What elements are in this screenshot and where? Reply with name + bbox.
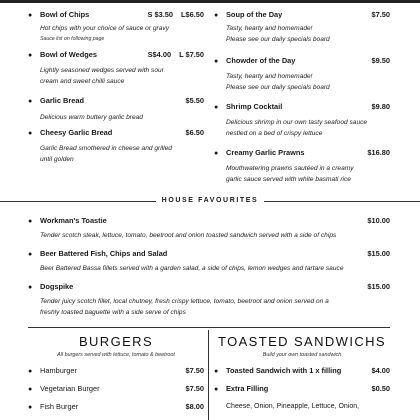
item-name: Extra Filling [226,384,269,393]
item-description: Delicious warm buttery garlic bread [40,114,143,121]
bullet-icon: ● [214,12,219,19]
menu-item-bowl-of-wedges [28,50,204,96]
item-description: Tasty, hearty and homemade! [226,25,313,32]
item-price-large: L $7.50 [179,50,204,59]
item-description: Hot chips with your choice of sauce or gravy [40,25,170,32]
item-description: Lightly seasoned wedges served with sour [40,67,164,74]
burgers-section [28,334,204,416]
item-description: Tender scotch steak, lettuce, tomato, beetroot and onion toasted sandwich served with a side of chips [40,232,337,239]
item-price-small: S$4.00 [147,50,172,59]
item-name: Shrimp Cocktail [226,102,283,111]
menu-item-cheesy-garlic-bread [28,128,204,174]
section-note: Build your own toasted sandwich [262,352,342,358]
item-description: Please see our daily specials board [226,35,330,43]
item-note: Sauce list on following page [40,35,105,42]
menu-item-vegetarian-burger [28,380,204,398]
menu-item-workmans-toastie [28,216,390,249]
menu-item-dogspike [28,282,390,324]
bullet-icon: ● [28,218,33,225]
item-name: Bowl of Chips [40,10,90,19]
item-name: Beer Battered Fish, Chips and Salad [40,249,168,258]
item-description: Beer Battered Bassa fillets served with a garden salad, a side of chips, lemon wedges and tartare sauce [40,265,344,272]
menu-item-extra-filling [214,380,390,398]
bullet-icon: ● [28,130,33,137]
item-name: Toasted Sandwich with 1 x filling [226,366,342,375]
item-name: Vegetarian Burger [40,384,100,393]
menu-item-garlic-bread [28,96,204,128]
bullet-icon: ● [214,58,219,65]
house-favourites-list [28,216,390,324]
menu-item-fish-burger [28,398,204,416]
section-title: HOUSE FAVOURITES [156,197,265,204]
section-title: TOASTED SANDWICHS [217,334,387,349]
section-divider-line [28,327,390,328]
item-name: Creamy Garlic Prawns [226,148,305,157]
item-name: Fish Burger [40,402,79,411]
item-price: $9.50 [371,56,390,65]
section-note: All burgers served with lettuce, tomato & beetroot [57,352,175,358]
item-price: $7.50 [185,366,204,375]
bullet-icon: ● [28,98,33,105]
bullet-icon: ● [28,52,33,59]
item-name: Chowder of the Day [226,56,296,65]
item-name: Bowl of Wedges [40,50,97,59]
item-name: Dogspike [40,282,74,291]
item-price-small: S $3.50 [147,10,173,19]
item-price: $9.80 [371,102,390,111]
menu-item-bowl-of-chips [28,10,204,46]
item-description: freshly toasted baguette with a side serve of chips [40,308,186,316]
item-name: Hamburger [40,366,77,375]
item-price: $7.50 [185,384,204,393]
item-name: Soup of the Day [226,10,283,19]
item-description: garlic sauce served with white basmati rice [226,175,351,183]
item-price: $15.00 [367,282,390,291]
item-name: Cheesy Garlic Bread [40,128,113,137]
menu-item-shrimp-cocktail [214,102,390,148]
bullet-icon: ● [28,12,33,19]
item-description: Tender juicy scotch fillet, local chutney, fresh crispy lettuce, tomato, beetroot and onion served on a [40,298,329,305]
item-description: Delicious shrimp in our own tasty seafood sauce [226,119,368,126]
item-description: Mouthwatering prawns sautéed in a creamy [226,165,354,172]
bullet-icon: ● [28,386,33,393]
item-price: $0.50 [371,384,390,393]
top-rule [0,0,420,3]
menu-item-beer-battered-fish [28,249,390,282]
item-description: until golden [40,155,74,163]
menu-item-chowder-of-the-day [214,56,390,102]
item-price-large: L$6.50 [180,10,204,19]
section-title: BURGERS [78,334,154,349]
house-favourites-header [0,195,420,209]
menu-item-creamy-garlic-prawns [214,148,390,194]
column-separator [208,330,209,420]
bullet-icon: ● [214,150,219,157]
toasted-sandwiches-section [214,334,390,415]
item-description: Garlic Bread smothered in cheese and grilled [40,145,172,152]
item-price: $6.50 [185,128,204,137]
bullet-icon: ● [28,404,33,411]
item-price: $7.50 [371,10,390,19]
item-price: $16.80 [367,148,390,157]
bullet-icon: ● [28,251,33,258]
item-description: cream and sweet chilli sauce [40,77,125,85]
bullet-icon: ● [28,368,33,375]
bullet-icon: ● [28,284,33,291]
starters-right-column [214,10,390,194]
item-name: Workman's Toastie [40,216,107,225]
item-price: $4.00 [371,366,390,375]
menu-item-soup-of-the-day [214,10,390,56]
item-description: Please see our daily specials board [226,83,330,91]
item-description: nestled on a bed of crispy lettuce [226,129,323,137]
item-price: $8.00 [185,402,204,411]
bullet-icon: ● [214,368,219,375]
filling-options: Cheese, Onion, Pineapple, Lettuce, Onion, [226,403,360,410]
starters-left-column [28,10,204,174]
menu-item-toasted-sandwich [214,362,390,380]
item-price: $5.50 [185,96,204,105]
item-description: Tasty, hearty and homemade! [226,73,313,80]
item-price: $10.00 [367,216,390,225]
item-price: $15.00 [367,249,390,258]
menu-item-hamburger [28,362,204,380]
bullet-icon: ● [214,386,219,393]
item-name: Garlic Bread [40,96,84,105]
bullet-icon: ● [214,104,219,111]
